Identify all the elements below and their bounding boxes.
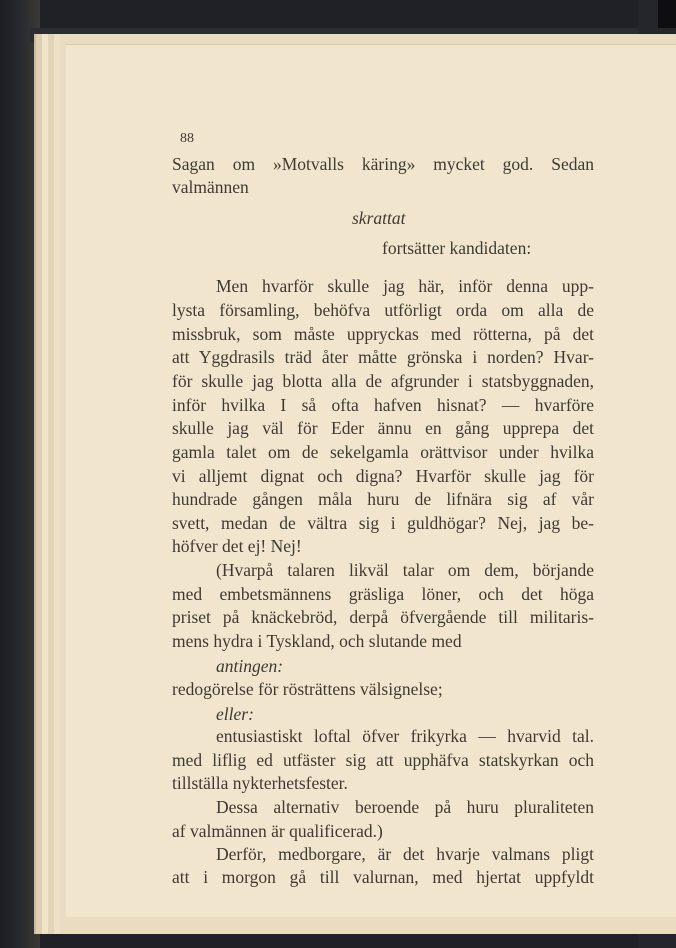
text-line: antingen: <box>216 656 284 676</box>
text-line: Men hvarför skulle jag här, inför denna upp- <box>216 276 594 296</box>
text-line: höfver det ej! Nej! <box>172 536 302 556</box>
text-line: tillställa nykterhetsfester. <box>172 773 348 793</box>
text-line: hundrade gången måla huru de lifnära sig af vår <box>172 489 594 509</box>
text-line: entusiastiskt loftal öfver frikyrka — hvarvid tal. <box>216 726 594 746</box>
text-line: med liflig ed utfäster sig att upphäfva statskyrkan och <box>172 750 594 770</box>
text-line: Sagan om »Motvalls käring» mycket god. Sedan <box>172 154 594 174</box>
page-number: 88 <box>180 131 194 146</box>
text-line: lysta församling, behöfva utförligt orda om alla de <box>172 300 594 320</box>
text-line: missbruk, som måste uppryckas med rötterna, på det <box>172 324 594 344</box>
text-line: gamla talet om de sekelgamla orättvisor under hvilka <box>172 442 594 462</box>
text-line: svett, medan de vältra sig i guldhögar? Nej, jag be- <box>172 513 594 533</box>
text-line: eller: <box>216 704 254 724</box>
text-line: fortsätter kandidaten: <box>382 238 532 258</box>
text-line: vi alljemt dignat och digna? Hvarför skulle jag för <box>172 466 594 486</box>
text-line: inför hvilka I så ofta hafven hisnat? — hvarföre <box>172 395 594 415</box>
text-line: för skulle jag blotta alla de afgrunder i statsbyggnaden, <box>172 371 594 391</box>
text-line: valmännen <box>172 177 249 197</box>
text-line: af valmännen är qualificerad.) <box>172 821 383 841</box>
text-line: mens hydra i Tyskland, och slutande med <box>172 631 462 651</box>
text-line: med embetsmännens gräsliga löner, och det höga <box>172 584 594 604</box>
book-page <box>66 44 676 917</box>
text-line: skrattat <box>352 208 406 228</box>
text-line: Dessa alternativ beroende på huru pluraliteten <box>216 797 594 817</box>
text-line: (Hvarpå talaren likväl talar om dem, börjande <box>216 560 594 580</box>
text-line: skulle jag väl för Eder ännu en gång upprepa det <box>172 418 594 438</box>
text-line: redogörelse för rösträttens välsignelse; <box>172 679 443 699</box>
text-line: att Yggdrasils träd åter måtte grönska i norden? Hvar- <box>172 347 594 367</box>
text-line: att i morgon gå till valurnan, med hjertat uppfyldt <box>172 867 594 887</box>
book-cover-corner <box>658 0 676 28</box>
text-line: priset på knäckebröd, derpå öfvergående till militaris- <box>172 607 594 627</box>
text-line: Derför, medborgare, är det hvarje valmans pligt <box>216 844 594 864</box>
